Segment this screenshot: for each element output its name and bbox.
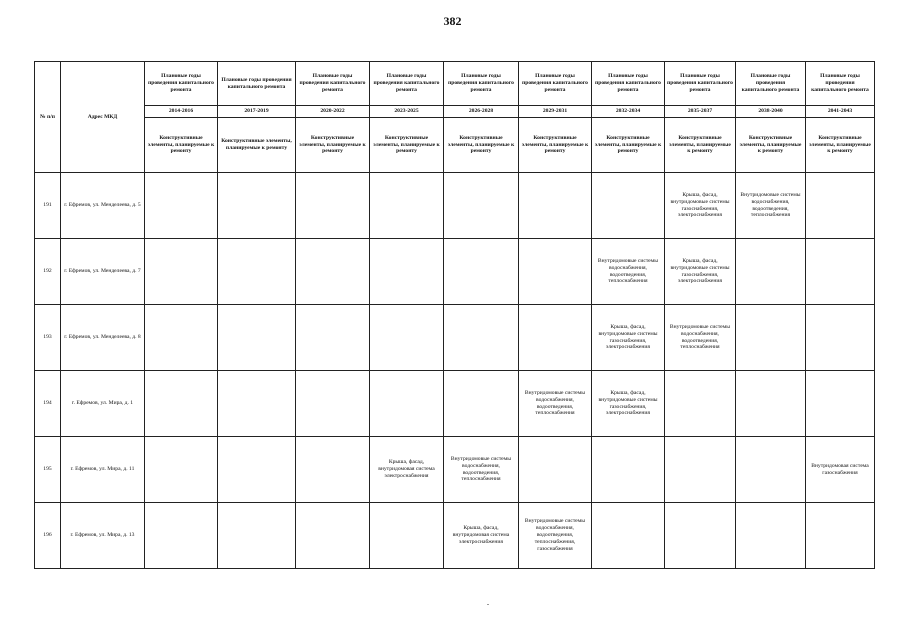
repair-cell <box>218 503 296 569</box>
header-elements: Конструктивные элементы, планируемые к ремонту <box>592 118 665 173</box>
header-elements: Конструктивные элементы, планируемые к ремонту <box>806 118 875 173</box>
header-elements: Конструктивные элементы, планируемые к ремонту <box>665 118 736 173</box>
table-row <box>35 371 875 437</box>
header-elements: Конструктивные элементы, планируемые к ремонту <box>296 118 370 173</box>
period-label: 2029-2031 <box>519 106 592 118</box>
repair-cell: Крыша, фасад, внутридомовые системы газоснабжения, электроснабжения <box>592 305 665 371</box>
row-address: г. Ефремов, ул. Менделеева, д. 7 <box>61 239 145 305</box>
row-address: г. Ефремов, ул. Мира, д. 11 <box>61 437 145 503</box>
repair-cell <box>145 239 218 305</box>
repair-cell <box>519 437 592 503</box>
repair-cell <box>145 173 218 239</box>
repair-cell: Внутридомовые системы водоснабжения, водоотведения, теплоснабжения <box>665 305 736 371</box>
header-address: Адрес МКД <box>61 62 145 173</box>
repair-cell <box>806 503 875 569</box>
row-num: 192 <box>35 239 61 305</box>
header-planned-years: Плановые годы проведения капитального ремонта <box>736 62 806 106</box>
header-planned-years: Плановые годы проведения капитального ремонта <box>806 62 875 106</box>
repair-cell <box>592 173 665 239</box>
repair-cell <box>519 173 592 239</box>
period-label: 2014-2016 <box>145 106 218 118</box>
repair-cell: Крыша, фасад, внутридомовые системы газоснабжения, электроснабжения <box>592 371 665 437</box>
repair-cell <box>736 239 806 305</box>
period-label: 2041-2043 <box>806 106 875 118</box>
repair-cell: Крыша, фасад, внутридомовые системы газоснабжения, электроснабжения <box>665 239 736 305</box>
header-planned-years: Плановые годы проведения капитального ремонта <box>218 62 296 106</box>
repair-cell <box>806 305 875 371</box>
repair-cell <box>519 239 592 305</box>
period-label: 2038-2040 <box>736 106 806 118</box>
header-num: № п/п <box>35 62 61 173</box>
repair-cell: Крыша, фасад, внутридомовая система электроснабжения <box>444 503 519 569</box>
row-address: г. Ефремов, ул. Мира, д. 13 <box>61 503 145 569</box>
repair-cell <box>296 437 370 503</box>
table-row <box>35 305 875 371</box>
table-row <box>35 503 875 569</box>
repair-cell <box>370 305 444 371</box>
period-label: 2032-2034 <box>592 106 665 118</box>
repair-cell <box>145 371 218 437</box>
repair-cell <box>736 305 806 371</box>
repair-cell <box>444 305 519 371</box>
repair-cell <box>145 437 218 503</box>
repair-cell <box>296 503 370 569</box>
scan-speck <box>487 604 489 605</box>
repair-cell: Внутридомовые системы водоснабжения, водоотведения, теплоснабжения <box>519 371 592 437</box>
repair-cell: Внутридомовая система газоснабжения <box>806 437 875 503</box>
repair-cell <box>218 371 296 437</box>
header-elements: Конструктивные элементы, планируемые к ремонту <box>519 118 592 173</box>
row-address: г. Ефремов, ул. Менделеева, д. 8 <box>61 305 145 371</box>
row-address: г. Ефремов, ул. Менделеева, д. 5 <box>61 173 145 239</box>
header-elements: Конструктивные элементы, планируемые к ремонту <box>736 118 806 173</box>
repair-cell <box>296 239 370 305</box>
table-row <box>35 437 875 503</box>
row-num: 191 <box>35 173 61 239</box>
repair-cell <box>665 503 736 569</box>
repair-cell <box>296 173 370 239</box>
repair-cell <box>519 305 592 371</box>
header-planned-years: Плановые годы проведения капитального ремонта <box>592 62 665 106</box>
repair-cell <box>370 239 444 305</box>
repair-cell <box>592 437 665 503</box>
repair-cell <box>370 173 444 239</box>
table-row <box>35 173 875 239</box>
repair-cell <box>665 437 736 503</box>
header-planned-years: Плановые годы проведения капитального ремонта <box>444 62 519 106</box>
header-row-years <box>35 62 875 106</box>
repair-cell <box>592 503 665 569</box>
page-number: 382 <box>443 14 462 28</box>
header-elements: Конструктивные элементы, планируемые к ремонту <box>145 118 218 173</box>
repair-cell: Внутридомовые системы водоснабжения, водоотведения, теплоснабжения, газоснабжения <box>519 503 592 569</box>
repair-cell <box>296 371 370 437</box>
row-num: 194 <box>35 371 61 437</box>
repair-cell <box>665 371 736 437</box>
header-elements: Конструктивные элементы, планируемые к ремонту <box>444 118 519 173</box>
header-row-periods <box>35 106 875 118</box>
repair-cell <box>444 371 519 437</box>
repair-cell <box>806 371 875 437</box>
header-planned-years: Плановые годы проведения капитального ремонта <box>145 62 218 106</box>
repair-cell <box>736 503 806 569</box>
header-planned-years: Плановые годы проведения капитального ремонта <box>370 62 444 106</box>
repair-cell <box>296 305 370 371</box>
repair-cell <box>218 239 296 305</box>
header-elements: Конструктивные элементы, планируемые к ремонту <box>370 118 444 173</box>
header-elements: Конструктивные элементы, планируемые к ремонту <box>218 118 296 173</box>
capital-repair-schedule-table <box>34 61 875 569</box>
repair-cell: Крыша, фасад, внутридомовые системы газоснабжения, электроснабжения <box>665 173 736 239</box>
repair-cell: Внутридомовые системы водоснабжения, водоотведения, теплоснабжения <box>592 239 665 305</box>
repair-cell <box>444 239 519 305</box>
header-planned-years: Плановые годы проведения капитального ремонта <box>519 62 592 106</box>
repair-cell: Внутридомовые системы водоснабжения, водоотведения, теплоснабжения <box>444 437 519 503</box>
period-label: 2035-2037 <box>665 106 736 118</box>
repair-cell <box>218 437 296 503</box>
row-num: 195 <box>35 437 61 503</box>
repair-cell <box>736 371 806 437</box>
row-address: г. Ефремов, ул. Мира, д. 1 <box>61 371 145 437</box>
repair-cell: Крыша, фасад, внутридомовая система электроснабжения <box>370 437 444 503</box>
repair-cell <box>370 503 444 569</box>
header-planned-years: Плановые годы проведения капитального ремонта <box>296 62 370 106</box>
period-label: 2023-2025 <box>370 106 444 118</box>
repair-cell <box>806 239 875 305</box>
repair-cell <box>218 173 296 239</box>
header-planned-years: Плановые годы проведения капитального ремонта <box>665 62 736 106</box>
period-label: 2020-2022 <box>296 106 370 118</box>
repair-cell <box>444 173 519 239</box>
repair-cell <box>370 371 444 437</box>
period-label: 2017-2019 <box>218 106 296 118</box>
repair-cell <box>145 305 218 371</box>
row-num: 193 <box>35 305 61 371</box>
repair-cell: Внутридомовые системы водоснабжения, водоотведения, теплоснабжения <box>736 173 806 239</box>
repair-cell <box>736 437 806 503</box>
header-row-elements <box>35 118 875 173</box>
repair-cell <box>145 503 218 569</box>
table-row <box>35 239 875 305</box>
row-num: 196 <box>35 503 61 569</box>
period-label: 2026-2028 <box>444 106 519 118</box>
repair-cell <box>806 173 875 239</box>
repair-cell <box>218 305 296 371</box>
